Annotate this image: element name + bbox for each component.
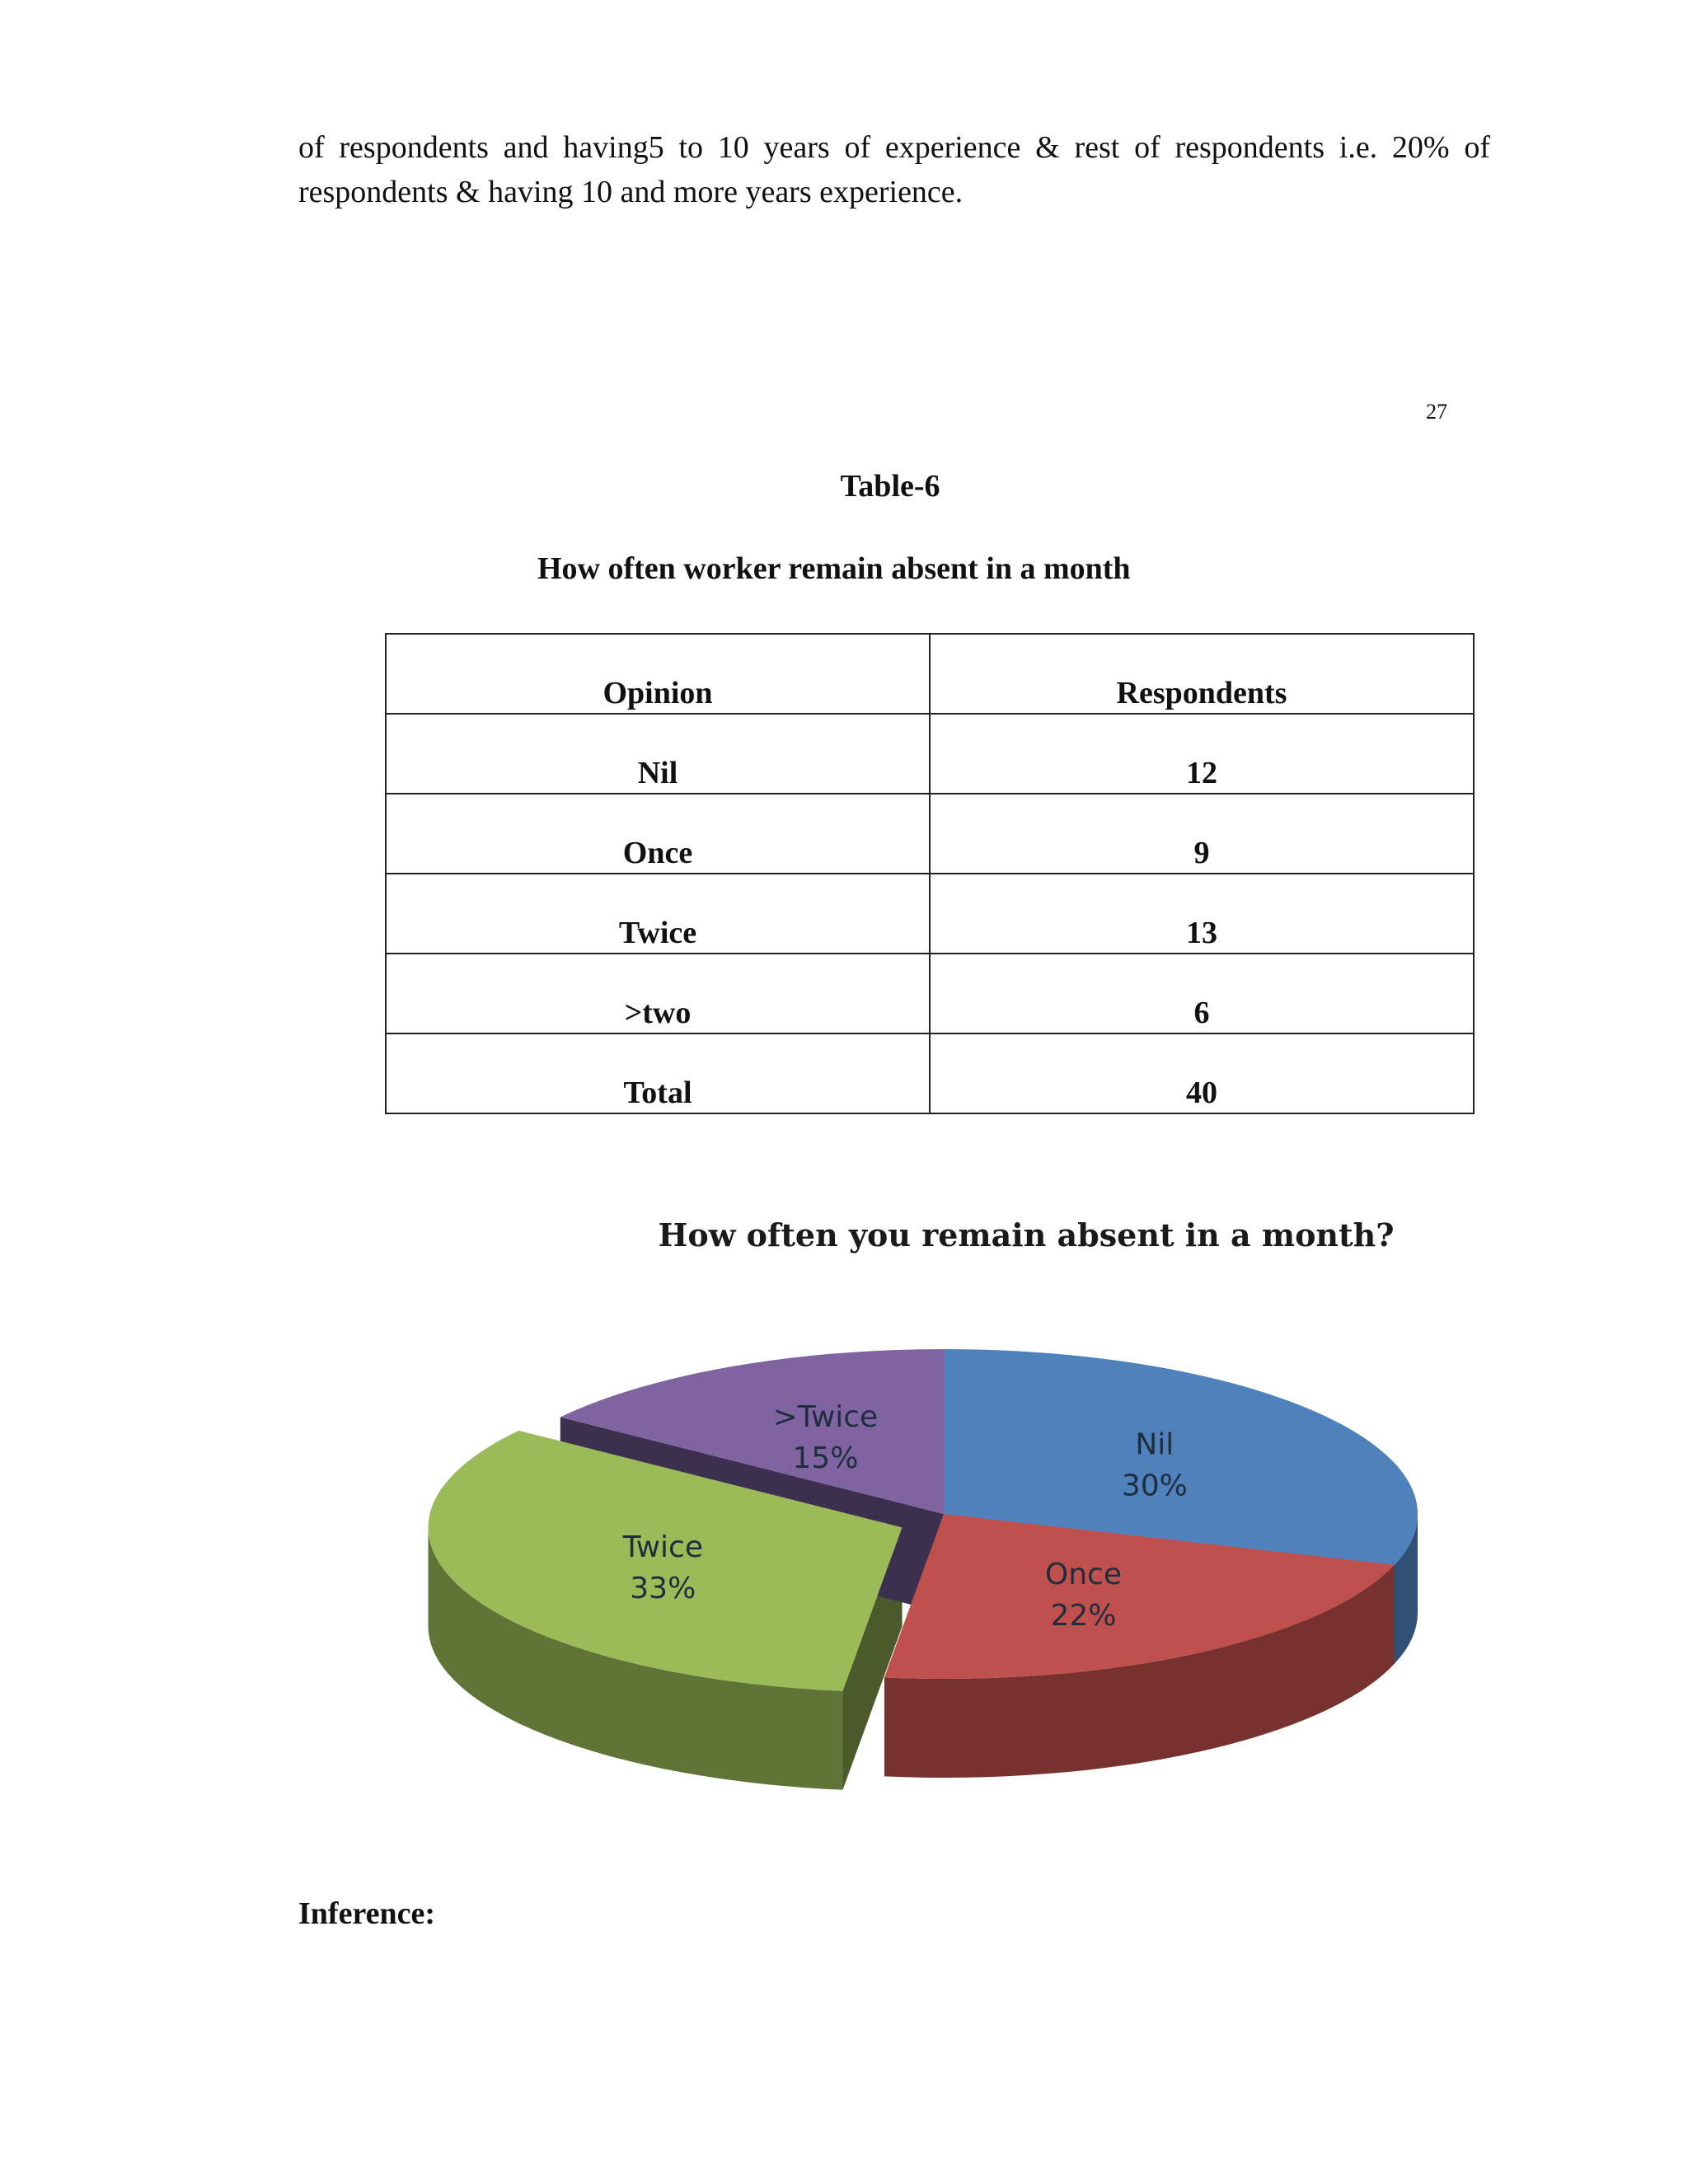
cell-respondents: 6 [930, 954, 1474, 1033]
slice-value-label: 15% [792, 1441, 859, 1475]
chart-title: How often you remain absent in a month? [658, 1216, 1395, 1254]
table-row [386, 954, 1474, 1033]
cell-opinion: Nil [386, 714, 930, 794]
intro-line-1: of respondents and having5 to 10 years of experience & rest of respondents i.e. 20% of [298, 130, 1490, 165]
cell-respondents: 12 [930, 714, 1474, 794]
table-header-row [386, 634, 1474, 714]
table-row-total [386, 1033, 1474, 1113]
absence-table [385, 633, 1475, 1114]
cell-respondents: 9 [930, 794, 1474, 874]
inference-heading: Inference: [298, 1896, 436, 1931]
cell-opinion: Total [386, 1033, 930, 1113]
slice-value-label: 22% [1050, 1598, 1117, 1633]
table-row [386, 714, 1474, 794]
intro-paragraph [298, 125, 1490, 214]
slice-category-label: >Twice [772, 1399, 879, 1434]
slice-value-label: 30% [1121, 1469, 1188, 1503]
cell-opinion: Twice [386, 874, 930, 954]
page-number: 27 [1426, 400, 1447, 424]
pie-chart-svg [396, 1195, 1467, 1879]
slice-category-label: Once [1044, 1557, 1123, 1591]
header-opinion: Opinion [386, 634, 930, 714]
cell-respondents: 40 [930, 1033, 1474, 1113]
table-row [386, 874, 1474, 954]
slice-value-label: 33% [630, 1572, 696, 1606]
table-caption: How often worker remain absent in a month [537, 551, 1131, 586]
cell-opinion: Once [386, 794, 930, 874]
table-row [386, 794, 1474, 874]
header-respondents: Respondents [930, 634, 1474, 714]
pie-chart [396, 1195, 1467, 1879]
intro-line-2: respondents & having 10 and more years experience. [298, 175, 964, 209]
table-label: Table-6 [840, 469, 940, 504]
cell-opinion: >two [386, 954, 930, 1033]
cell-respondents: 13 [930, 874, 1474, 954]
slice-category-label: Twice [622, 1530, 703, 1565]
slice-category-label: Nil [1135, 1427, 1175, 1462]
